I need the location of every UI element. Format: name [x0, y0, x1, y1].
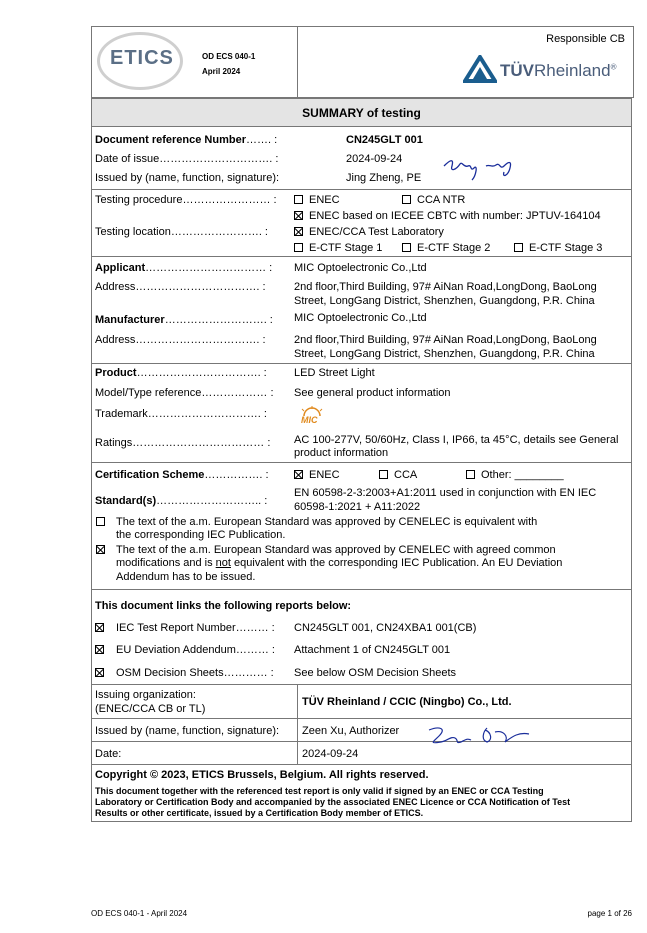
cert-enec-label: ENEC	[309, 469, 340, 481]
issuing-label-2: (ENEC/CCA CB or TL)	[95, 703, 206, 715]
address2-line2: Street, LongGang District, Shenzhen, Guangdong, P.R. China	[294, 348, 595, 360]
row-divider	[91, 764, 632, 765]
row-divider	[91, 256, 632, 257]
cert-cca-label: CCA	[394, 469, 418, 481]
checkbox-ectf2[interactable]	[402, 243, 411, 252]
checkbox-cca-ntr[interactable]	[402, 195, 411, 204]
address1-line1: 2nd floor,Third Building, 97# AiNan Road,LongDong, BaoLong	[294, 281, 597, 293]
osm-value: See below OSM Decision Sheets	[294, 667, 457, 679]
row-divider	[91, 718, 632, 719]
address1-line2: Street, LongGang District, Shenzhen, Guangdong, P.R. China	[294, 295, 595, 307]
checkbox-cert-enec-checked[interactable]	[294, 470, 303, 479]
tuv-brand-a: TÜV	[500, 61, 534, 80]
checkbox-enec[interactable]	[294, 195, 303, 204]
row-divider	[91, 741, 632, 742]
signature-jing-zheng	[440, 152, 530, 182]
copyright-s2: Laboratory or Certification Body and accompanied by the associated ENEC Licence or CCA Notification of Test	[95, 797, 571, 807]
eu-deviation-label: EU Deviation Addendum……… :	[116, 644, 275, 656]
standards-line2: 60598-1:2021 + A11:2022	[294, 501, 421, 513]
row-divider	[91, 189, 632, 190]
manufacturer-label: Manufacturer………………………. :	[95, 314, 273, 326]
doc-code: OD ECS 040-1	[202, 52, 256, 61]
copyright-s1: This document together with the referenced test report is only valid if signed by an ENEC or CCA Testing	[95, 786, 544, 796]
date2-value: 2024-09-24	[302, 748, 359, 760]
page-title: SUMMARY of testing	[302, 106, 421, 120]
opt-cca-ntr-label: CCA NTR	[417, 194, 466, 206]
checkbox-test-lab-checked[interactable]	[294, 227, 303, 236]
osm-label: OSM Decision Sheets………… :	[116, 667, 274, 679]
opt-enec-label: ENEC	[309, 194, 340, 206]
title-bar	[92, 99, 631, 127]
doc-ref-value: CN245GLT 001	[346, 134, 423, 146]
cert-other-label: Other: ________	[481, 469, 564, 481]
checkbox-eu-deviation-checked[interactable]	[95, 645, 104, 654]
mic-logo-text: MIC	[301, 415, 318, 425]
etics-logo: ETICS	[110, 47, 174, 69]
product-label: Product……………………………. :	[95, 367, 267, 379]
copyright-line: Copyright © 2023, ETICS Brussels, Belgium. All rights reserved.	[95, 769, 429, 781]
iec-report-label: IEC Test Report Number……… :	[116, 622, 275, 634]
opt-ectf3-label: E-CTF Stage 3	[529, 242, 603, 254]
checkbox-osm-checked[interactable]	[95, 668, 104, 677]
address1-label: Address……………………………. :	[95, 281, 266, 293]
cert-scheme-label: Certification Scheme……………. :	[95, 469, 269, 481]
standards-label: Standard(s)……………………….. :	[95, 495, 268, 507]
row-divider	[91, 462, 632, 463]
checkbox-note-equivalent[interactable]	[96, 517, 105, 526]
doc-code-block	[202, 49, 255, 79]
note1-line2: the corresponding IEC Publication.	[116, 529, 286, 541]
responsible-cb: Responsible CB	[546, 33, 625, 45]
note2-line1: The text of the a.m. European Standard was approved by CENELEC with agreed common	[116, 544, 556, 556]
address2-line1: 2nd floor,Third Building, 97# AiNan Road,LongDong, BaoLong	[294, 334, 597, 346]
testing-procedure-label: Testing procedure…………………… :	[95, 194, 277, 206]
date-issue-value: 2024-09-24	[346, 153, 403, 165]
testing-location-label: Testing location……………………. :	[95, 226, 268, 238]
tuv-brand-b: Rheinland	[534, 61, 611, 80]
opt-ectf2-label: E-CTF Stage 2	[417, 242, 491, 254]
product-value: LED Street Light	[294, 367, 375, 379]
issuing-label-1: Issuing organization:	[95, 689, 196, 701]
address2-label: Address……………………………. :	[95, 334, 266, 346]
checkbox-cbtc-checked[interactable]	[294, 211, 303, 220]
copyright-s3: Results or other certificate, issued by a Certification Body member of ETICS.	[95, 808, 424, 818]
links-heading: This document links the following reports below:	[95, 600, 352, 612]
issued-by2-label: Issued by (name, function, signature):	[95, 725, 280, 737]
checkbox-ectf1[interactable]	[294, 243, 303, 252]
note1-line1: The text of the a.m. European Standard was approved by CENELEC is equivalent with	[116, 516, 538, 528]
tuv-reg: ®	[610, 62, 617, 72]
col-divider	[297, 684, 298, 764]
model-value: See general product information	[294, 387, 451, 399]
ratings-label: Ratings……………………………… :	[95, 437, 271, 449]
iec-report-value: CN245GLT 001, CN24XBA1 001(CB)	[294, 622, 477, 634]
opt-ectf1-label: E-CTF Stage 1	[309, 242, 383, 254]
header-divider	[297, 27, 298, 97]
ratings-line2: product information	[294, 447, 389, 459]
row-divider	[91, 589, 632, 590]
row-divider	[91, 684, 632, 685]
tuv-triangle-icon	[463, 55, 497, 83]
issued-by-label: Issued by (name, function, signature):	[95, 172, 280, 184]
checkbox-cert-cca[interactable]	[379, 470, 388, 479]
issuing-org-value: TÜV Rheinland / CCIC (Ningbo) Co., Ltd.	[302, 696, 512, 708]
issued-by-value: Jing Zheng, PE	[346, 172, 422, 184]
date-issue-label: Date of issue…………………………. :	[95, 153, 279, 165]
applicant-value: MIC Optoelectronic Co.,Ltd	[294, 262, 427, 274]
checkbox-cert-other[interactable]	[466, 470, 475, 479]
footer-page-number: page 1 of 26	[587, 909, 632, 918]
doc-ref-label: Document reference Number……. :	[95, 134, 278, 146]
note2-line2: modifications and is not equivalent with the corresponding IEC Publication. An EU Deviation	[116, 557, 563, 569]
tuv-brand	[500, 61, 616, 81]
standards-line1: EN 60598-2-3:2003+A1:2011 used in conjunction with EN IEC	[294, 487, 597, 499]
doc-date: April 2024	[202, 67, 241, 76]
opt-cbtc-label: ENEC based on IECEE CBTC with number: JPTUV-164104	[309, 210, 601, 222]
eu-deviation-value: Attachment 1 of CN245GLT 001	[294, 644, 451, 656]
manufacturer-value: MIC Optoelectronic Co.,Ltd	[294, 312, 427, 324]
opt-lab-label: ENEC/CCA Test Laboratory	[309, 226, 444, 238]
row-divider	[91, 363, 632, 364]
footer-left: OD ECS 040-1 - April 2024	[91, 909, 188, 918]
issued-by2-value: Zeen Xu, Authorizer	[302, 725, 400, 737]
checkbox-note-deviation-checked[interactable]	[96, 545, 105, 554]
date2-label: Date:	[95, 748, 122, 760]
checkbox-iec-report-checked[interactable]	[95, 623, 104, 632]
ratings-line1: AC 100-277V, 50/60Hz, Class I, IP66, ta 45°C, details see General	[294, 434, 619, 446]
trademark-label: Trademark…………………………. :	[95, 408, 267, 420]
checkbox-ectf3[interactable]	[514, 243, 523, 252]
model-label: Model/Type reference……………… :	[95, 387, 274, 399]
mic-trademark-logo	[296, 406, 328, 428]
applicant-label: Applicant…………………………… :	[95, 262, 273, 274]
note2-line3: Addendum has to be issued.	[116, 571, 256, 583]
signature-zeen-xu	[425, 722, 535, 750]
